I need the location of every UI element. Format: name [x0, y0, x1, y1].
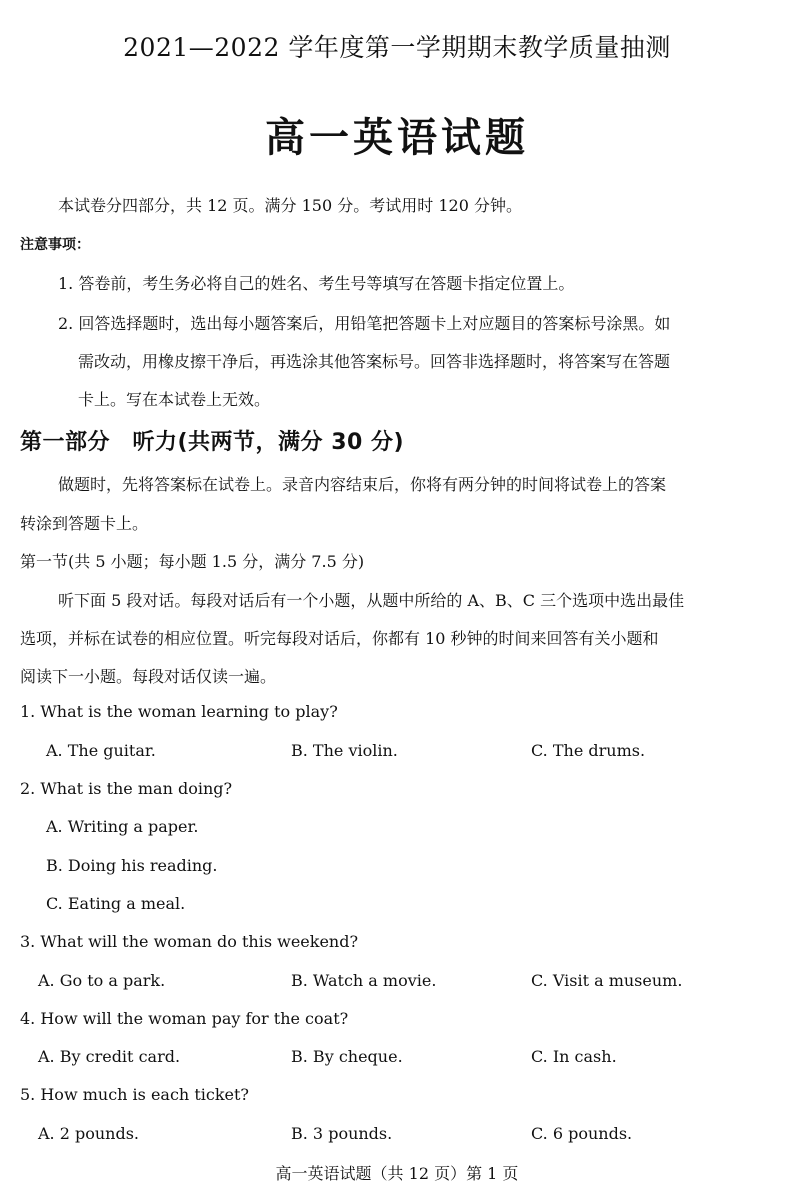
q1-option-c: C. The drums. [531, 741, 646, 760]
question-2: 2. What is the man doing? [20, 779, 233, 798]
q5-option-b: B. 3 pounds. [291, 1124, 393, 1143]
q4-option-c: C. In cash. [531, 1047, 617, 1066]
q3-option-a: A. Go to a park. [38, 971, 166, 990]
question-3: 3. What will the woman do this weekend? [20, 932, 359, 951]
exam-header: 2021—2022 学年度第一学期期末教学质量抽测 [123, 33, 671, 62]
q1-option-a: A. The guitar. [46, 741, 156, 760]
section1-instruction-line1: 听下面 5 段对话。每段对话后有一个小题，从题中所给的 A、B、C 三个选项中选出最佳 [58, 591, 685, 610]
section1-instruction-line3: 阅读下一小题。每段对话仅读一遍。 [20, 667, 277, 686]
notice-item-2-cont: 需改动，用橡皮擦干净后，再选涂其他答案标号。回答非选择题时，将答案写在答题 [78, 352, 671, 371]
question-5: 5. How much is each ticket? [20, 1085, 249, 1104]
exam-title: 高一英语试题 [265, 114, 529, 161]
q5-option-c: C. 6 pounds. [531, 1124, 633, 1143]
section1-heading: 第一节(共 5 小题；每小题 1.5 分，满分 7.5 分) [20, 552, 365, 571]
q1-option-b: B. The violin. [291, 741, 398, 760]
q2-option-a: A. Writing a paper. [46, 817, 199, 836]
part1-instruction-line2: 转涂到答题卡上。 [20, 514, 149, 533]
q4-option-b: B. By cheque. [291, 1047, 403, 1066]
q4-option-a: A. By credit card. [38, 1047, 181, 1066]
question-4: 4. How will the woman pay for the coat? [20, 1009, 349, 1028]
notice-heading: 注意事项： [20, 237, 90, 253]
notice-item-2: 2. 回答选择题时，选出每小题答案后，用铅笔把答题卡上对应题目的答案标号涂黑。如 [58, 314, 671, 333]
notice-item-1: 1. 答卷前，考生务必将自己的姓名、考生号等填写在答题卡指定位置上。 [58, 274, 575, 293]
q3-option-c: C. Visit a museum. [531, 971, 683, 990]
q2-option-c: C. Eating a meal. [46, 894, 186, 913]
question-1: 1. What is the woman learning to play? [20, 702, 338, 721]
part1-heading: 第一部分 听力(共两节，满分 30 分) [20, 430, 405, 455]
part1-instruction-line1: 做题时，先将答案标在试卷上。录音内容结束后，你将有两分钟的时间将试卷上的答案 [58, 475, 667, 494]
q2-option-b: B. Doing his reading. [46, 856, 218, 875]
section1-instruction-line2: 选项，并标在试卷的相应位置。听完每段对话后，你都有 10 秒钟的时间来回答有关小题和 [20, 629, 659, 648]
q3-option-b: B. Watch a movie. [291, 971, 437, 990]
q5-option-a: A. 2 pounds. [38, 1124, 140, 1143]
notice-item-2-cont2: 卡上。写在本试卷上无效。 [78, 390, 271, 409]
page-footer: 高一英语试题（共 12 页）第 1 页 [275, 1164, 519, 1183]
intro-text: 本试卷分四部分，共 12 页。满分 150 分。考试用时 120 分钟。 [58, 196, 522, 215]
